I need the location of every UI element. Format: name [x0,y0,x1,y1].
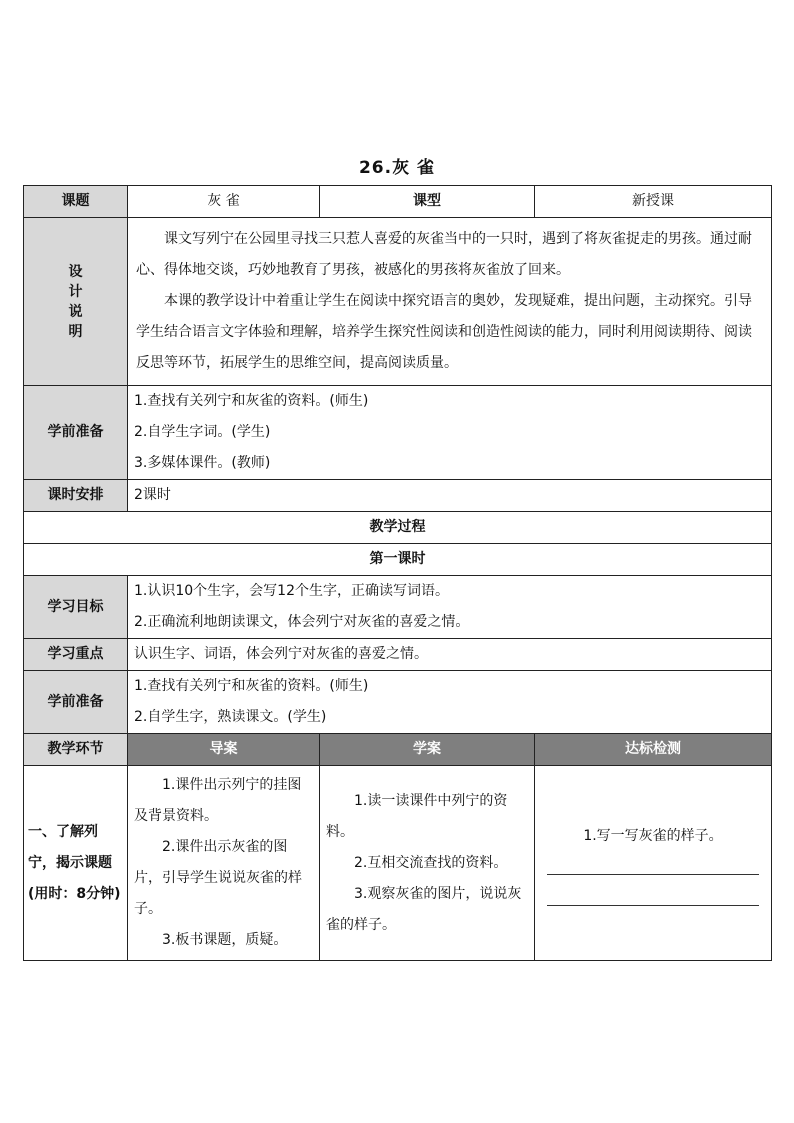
prep-row [24,386,772,480]
prep2-row [24,671,772,734]
stage-header-learn: 学案 [320,734,535,766]
prep-label: 学前准备 [24,386,128,480]
prep-items [128,386,772,480]
stage1-guide [128,766,320,961]
stage1-label: 一、了解列宁，揭示课题(用时：8分钟) [24,766,128,961]
document-title: 26.灰 雀 [358,158,436,178]
schedule-label: 课时安排 [24,480,128,512]
process-title: 教学过程 [24,512,772,544]
stage-header-check: 达标检测 [535,734,772,766]
stage-header-label: 教学环节 [24,734,128,766]
design-text [128,218,772,386]
prep2-items [128,671,772,734]
stage1-learn [320,766,535,961]
answer-line[interactable] [547,874,759,875]
prep2-item: 2.自学生字，熟读课文。(学生) [134,709,327,725]
schedule-value: 2课时 [128,480,772,512]
stage-header-row [24,734,772,766]
topic-label: 课题 [24,186,128,218]
type-value: 新授课 [535,186,772,218]
design-label-char: 计 [68,283,83,300]
stage1-guide-item: 3.板书课题，质疑。 [162,932,288,948]
schedule-row [24,480,772,512]
design-paragraph: 本课的教学设计中着重让学生在阅读中探究语言的奥妙，发现疑难，提出问题，主动探究。引导学生结合语言文字体验和理解，培养学生探究性阅读和创造性阅读的能力，同时利用阅读期待、阅读反思等环节，拓展学生的思维空间，提高阅读质量。 [136,293,752,371]
stage1-learn-item: 1.读一读课件中列宁的资料。 [326,792,508,840]
header-row [24,186,772,218]
prep2-item: 1.查找有关列宁和灰雀的资料。(师生) [134,678,369,694]
stage1-learn-item: 3.观察灰雀的图片，说说灰雀的样子。 [326,885,522,933]
lesson1-title: 第一课时 [24,544,772,576]
stage-header-guide: 导案 [128,734,320,766]
focus-row [24,639,772,671]
prep-item: 3.多媒体课件。(教师) [134,455,271,471]
type-label: 课型 [320,186,535,218]
design-label-char: 说 [68,303,83,320]
prep-item: 1.查找有关列宁和灰雀的资料。(师生) [134,393,369,409]
goals-row [24,576,772,639]
goal-item: 2.正确流利地朗读课文，体会列宁对灰雀的喜爱之情。 [134,614,470,630]
goals-items [128,576,772,639]
goal-item: 1.认识10个生字，会写12个生字，正确读写词语。 [134,583,449,599]
design-label-char: 设 [68,263,83,280]
stage1-row [24,766,772,961]
lesson-plan-table [23,185,772,961]
prep-item: 2.自学生字词。(学生) [134,424,271,440]
focus-label: 学习重点 [24,639,128,671]
design-paragraph: 课文写列宁在公园里寻找三只惹人喜爱的灰雀当中的一只时，遇到了将灰雀捉走的男孩。通过耐心、得体地交谈，巧妙地教育了男孩，被感化的男孩将灰雀放了回来。 [136,231,752,278]
prep2-label: 学前准备 [24,671,128,734]
stage1-guide-item: 1.课件出示列宁的挂图及背景资料。 [134,777,302,824]
stage1-check [535,766,772,961]
goals-label: 学习目标 [24,576,128,639]
process-title-row [24,512,772,544]
stage1-learn-item: 2.互相交流查找的资料。 [354,854,508,871]
topic-value: 灰 雀 [128,186,320,218]
stage1-check-prompt: 1.写一写灰雀的样子。 [583,827,723,844]
answer-line[interactable] [547,905,759,906]
design-label [24,218,128,386]
stage1-guide-item: 2.课件出示灰雀的图片，引导学生说说灰雀的样子。 [134,839,302,917]
lesson1-title-row [24,544,772,576]
design-label-char: 明 [68,323,83,340]
design-row [24,218,772,386]
focus-value: 认识生字、词语，体会列宁对灰雀的喜爱之情。 [128,639,772,671]
